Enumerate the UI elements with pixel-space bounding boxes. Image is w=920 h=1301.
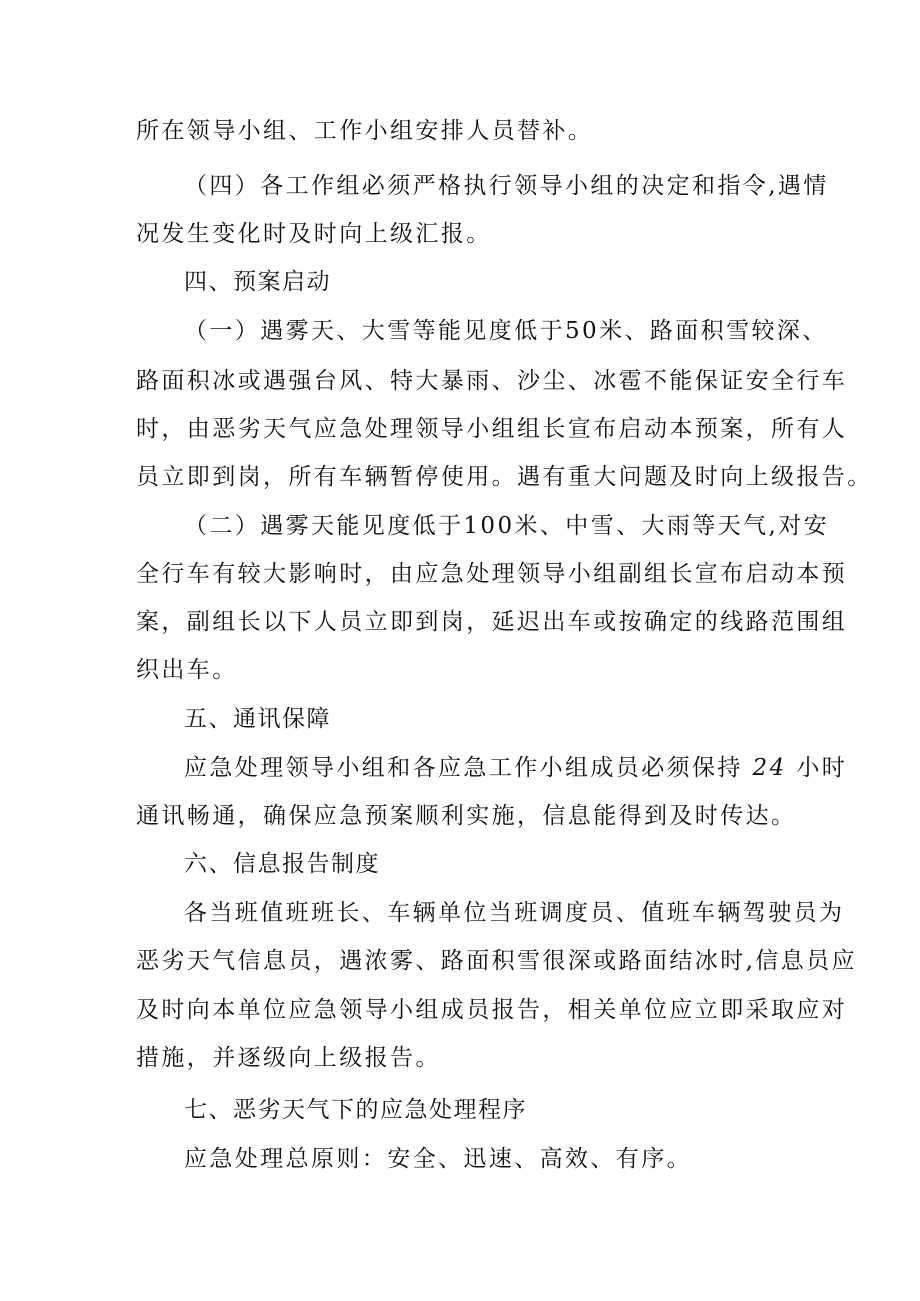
section-heading-4: 四、预案启动	[184, 269, 331, 295]
paragraph-line: （一）遇雾天、大雪等能见度低于50米、路面积雪较深、	[184, 318, 828, 344]
paragraph-line: 案，副组长以下人员立即到岗，延迟出车或按确定的线路范围组	[136, 609, 848, 635]
paragraph-line: （二）遇雾天能见度低于100米、中雪、大雨等天气,对安	[184, 513, 830, 539]
section-heading-5: 五、通讯保障	[184, 706, 331, 732]
paragraph-line: 恶劣天气信息员，遇浓雾、路面积雪很深或路面结冰时,信息员应	[136, 948, 857, 974]
paragraph-line: 路面积冰或遇强台风、特大暴雨、沙尘、冰雹不能保证安全行车	[136, 368, 848, 394]
paragraph-line: 织出车。	[136, 657, 238, 683]
hours-number: 24	[752, 755, 787, 781]
paragraph-line	[184, 752, 848, 784]
section-heading-6: 六、信息报告制度	[184, 851, 380, 877]
paragraph-line: 及时向本单位应急领导小组成员报告，相关单位应立即采取应对	[136, 997, 848, 1023]
paragraph-line: 各当班值班班长、车辆单位当班调度员、值班车辆驾驶员为	[184, 900, 845, 926]
section-heading-7: 七、恶劣天气下的应急处理程序	[184, 1097, 527, 1123]
paragraph-line: 时，由恶劣天气应急处理领导小组组长宣布启动本预案，所有人	[136, 416, 848, 442]
paragraph-line: 况发生变化时及时向上级汇报。	[136, 221, 492, 247]
paragraph-line: 所在领导小组、工作小组安排人员替补。	[136, 118, 594, 144]
paragraph-line: 措施，并逐级向上级报告。	[136, 1045, 441, 1071]
paragraph-line: 员立即到岗，所有车辆暂停使用。遇有重大问题及时向上级报告。	[136, 464, 873, 490]
paragraph-line: 应急处理总原则：安全、迅速、高效、有序。	[184, 1146, 692, 1172]
text-segment: 应急处理领导小组和各应急工作小组成员必须保持	[184, 755, 743, 781]
paragraph-line: 全行车有较大影响时，由应急处理领导小组副组长宣布启动本预	[136, 561, 848, 587]
text-segment: 小时	[796, 755, 848, 781]
paragraph-line: （四）各工作组必须严格执行领导小组的决定和指令,遇情	[184, 173, 829, 199]
paragraph-line: 通讯畅通，确保应急预案顺利实施，信息能得到及时传达。	[136, 803, 797, 829]
